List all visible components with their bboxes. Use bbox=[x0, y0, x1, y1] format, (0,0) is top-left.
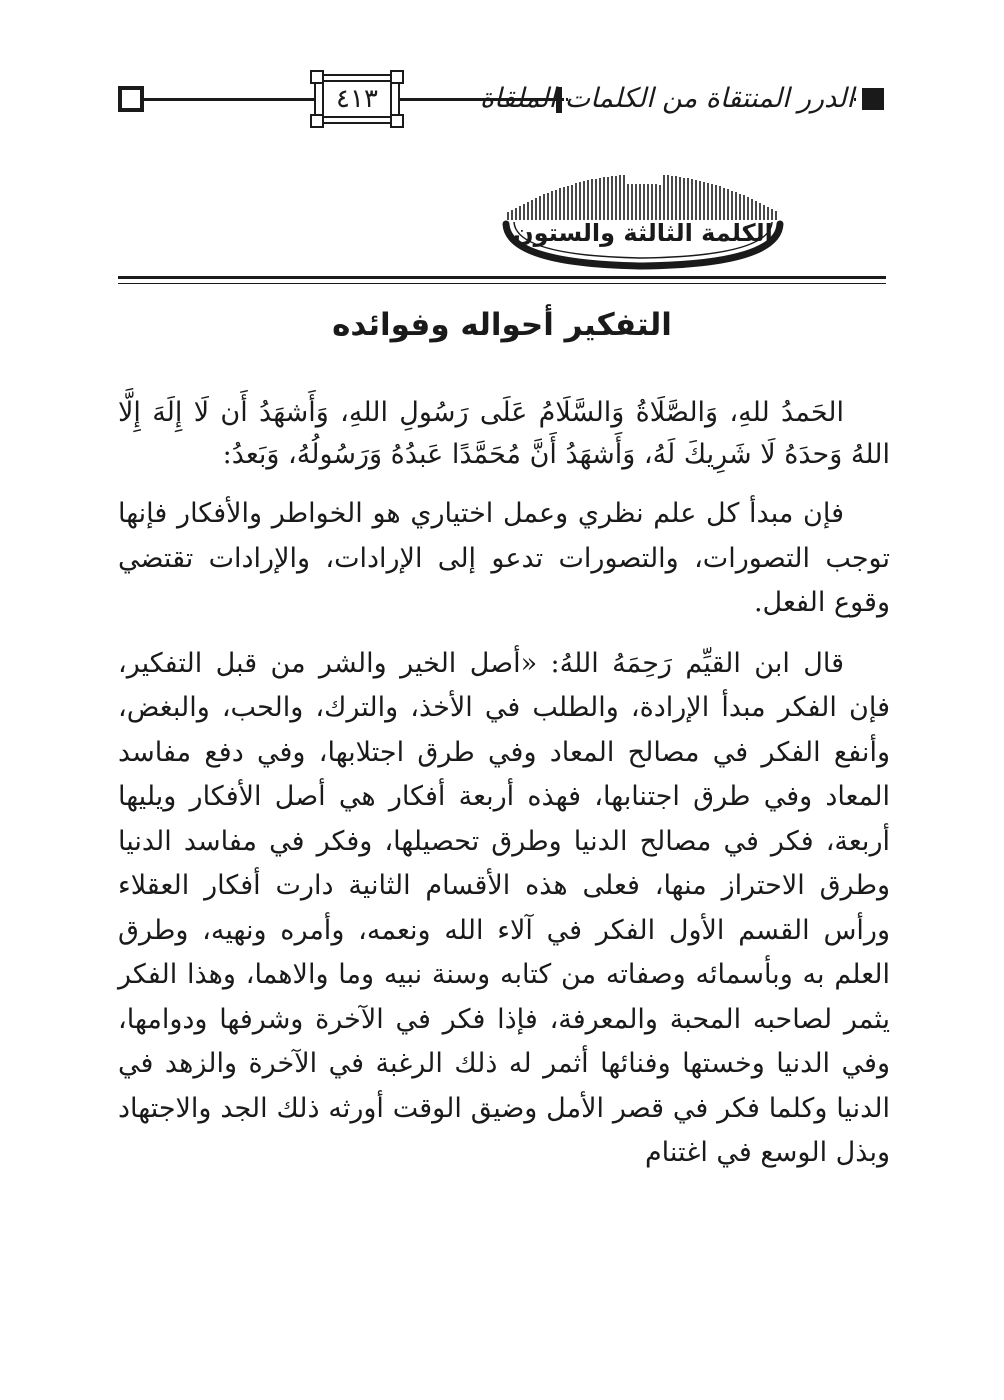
paragraph-text: فإن مبدأ كل علم نظري وعمل اختياري هو الخواطر والأفكار فإنها توجب التصورات، والتصورات تدعو إلى الإرادات، والإرادات تقتضي وقوع الفعل. bbox=[118, 498, 890, 618]
paragraph-text: الحَمدُ للهِ، وَالصَّلَاةُ وَالسَّلَامُ عَلَى رَسُولِ اللهِ، وَأَشهَدُ أَن لَا إِلَهَ إِلَّا اللهُ وَحدَهُ لَا شَرِيكَ لَهُ، وَأَشهَدُ أَنَّ مُحَمَّدًا عَبدُهُ وَرَسُولُهُ، وَبَعدُ: bbox=[118, 397, 890, 470]
body-text bbox=[118, 392, 890, 1176]
header-rule-left bbox=[140, 98, 316, 101]
paragraph bbox=[118, 392, 890, 476]
title-rule-thick bbox=[118, 276, 886, 279]
chapter-badge bbox=[486, 172, 800, 268]
header-hollow-square-ornament bbox=[118, 86, 144, 112]
paragraph bbox=[118, 642, 890, 1176]
book-title: الدرر المنتقاة من الكلمات الملقاة bbox=[568, 76, 854, 122]
paragraph-text: قال ابن القيِّم رَحِمَهُ اللهُ: «أصل الخير والشر من قبل التفكير، فإن الفكر مبدأ الإرادة، والطلب في الأخذ، والترك، والحب، والبغض، وأنفع الفكر في مصالح المعاد وفي طرق اجتلابها، وفي دفع مفاسد المعاد وفي طرق اجتنابها، فهذه أربعة أفكار هي أصل الأفكار ويليها أربعة، فكر في مصالح الدنيا وطرق تحصيلها، وفكر في مفاسد الدنيا وطرق الاحتراز منها، فعلى هذه الأقسام الثانية دارت أفكار العقلاء ورأس القسم الأول الفكر في آلاء الله ونعمه، وأمره ونهيه، وطرق العلم به وبأسمائه وصفاته من كتابه وسنة نبيه وما والاهما، وهذا الفكر يثمر لصاحبه المحبة والمعرفة، فإذا فكر في الآخرة وشرفها ودوامها، وفي الدنيا وخستها وفنائها أثمر له ذلك الرغبة في الآخرة والزهد في الدنيا وكلما فكر في قصر الأمل وضيق الوقت أورثه ذلك الجد والاجتهاد وبذل الوسع في اغتنام bbox=[118, 647, 890, 1168]
running-header bbox=[116, 72, 892, 128]
paragraph bbox=[118, 492, 890, 626]
page-title: التفكير أحواله وفوائده bbox=[332, 307, 672, 343]
page-number-frame bbox=[314, 74, 400, 124]
title-rule-thin bbox=[118, 283, 886, 284]
chapter-label: الكلمة الثالثة والستون bbox=[513, 219, 773, 247]
header-square-ornament bbox=[862, 88, 884, 110]
page-number: ٤١٣ bbox=[336, 84, 378, 114]
